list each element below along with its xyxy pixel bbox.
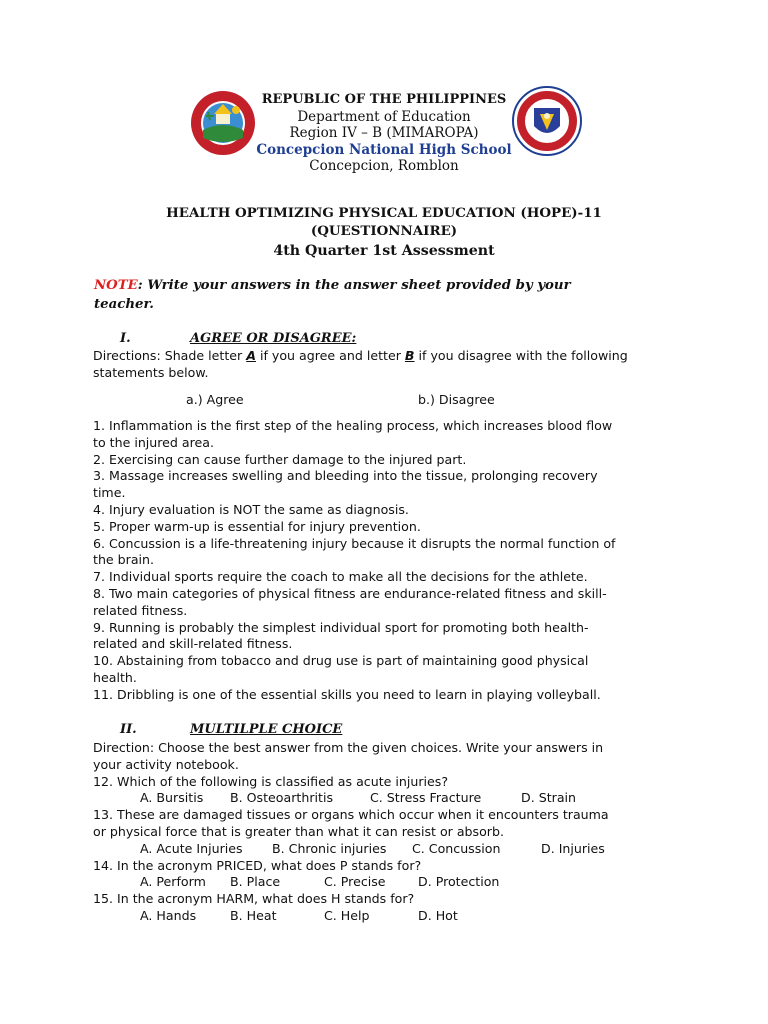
directions-text: Directions: Shade letter (93, 348, 247, 363)
section-2-number: II. (120, 722, 137, 737)
option-disagree: b.) Disagree (418, 392, 495, 407)
choice: B. Chronic injuries (272, 840, 387, 856)
question-15-choices (93, 908, 683, 925)
letter-a: A (246, 348, 256, 363)
note-text-continued: teacher. (94, 297, 154, 312)
question-12: 12. Which of the following is classified as acute injuries? (93, 773, 449, 789)
list-item: to the injured area. (93, 434, 215, 450)
list-item: 5. Proper warm-up is essential for injury prevention. (93, 518, 421, 534)
list-item: 7. Individual sports require the coach to make all the decisions for the athlete. (93, 569, 588, 585)
directions-text: if you disagree with the following (414, 348, 628, 363)
choice: C. Help (324, 907, 370, 923)
subject-title: HEALTH OPTIMIZING PHYSICAL EDUCATION (HOPE)-11 (166, 205, 602, 221)
choice: D. Protection (418, 874, 500, 890)
section-2-title: MULTILPLE CHOICE (190, 722, 343, 737)
directions-text: if you agree and letter (255, 348, 405, 363)
section-1-title: AGREE OR DISAGREE: (190, 331, 357, 346)
choice: B. Heat (230, 907, 277, 923)
choice: A. Perform (140, 874, 206, 890)
directions-text: your activity notebook. (93, 756, 239, 772)
list-item: 11. Dribbling is one of the essential skills you need to learn in playing volleyball. (93, 686, 601, 702)
directions-text: statements below. (93, 364, 209, 380)
list-item: 8. Two main categories of physical fitness are endurance-related fitness and skill- (93, 585, 607, 601)
question-14-choices (93, 874, 683, 891)
school-location: Concepcion, Romblon (309, 158, 459, 174)
list-item: related fitness. (93, 602, 188, 618)
directions-text: Direction: Choose the best answer from the given choices. Write your answers in (93, 740, 604, 755)
choice: C. Precise (324, 874, 386, 890)
choice: A. Bursitis (140, 790, 204, 806)
section-1-directions (93, 348, 683, 382)
school-seal-logo (190, 90, 256, 156)
question-13-choices (93, 841, 683, 858)
choice: D. Strain (521, 790, 577, 806)
choice: D. Hot (418, 907, 458, 923)
question-15: 15. In the acronym HARM, what does H stands for? (93, 891, 415, 907)
list-item: related and skill-related fitness. (93, 636, 293, 652)
question-14: 14. In the acronym PRICED, what does P stands for? (93, 857, 422, 873)
school-name: Concepcion National High School (256, 141, 512, 158)
question-12-choices (93, 790, 683, 807)
choice: C. Concussion (412, 840, 501, 856)
choice: B. Place (230, 874, 281, 890)
question-13-continued: or physical force that is greater than what it can resist or absorb. (93, 823, 504, 839)
assessment-label: 4th Quarter 1st Assessment (273, 243, 495, 259)
instruction-note (94, 276, 654, 314)
questionnaire-label: (QUESTIONNAIRE) (310, 222, 458, 239)
section-1-number: I. (120, 331, 131, 346)
deped-seal-logo (512, 86, 582, 156)
school-header (248, 92, 520, 175)
note-label: NOTE (94, 278, 138, 293)
list-item: 3. Massage increases swelling and bleeding into the tissue, prolonging recovery (93, 468, 598, 484)
choice: A. Acute Injuries (140, 840, 243, 856)
list-item: 2. Exercising can cause further damage to the injured part. (93, 451, 467, 467)
exam-title (100, 205, 668, 261)
department-name: Department of Education (297, 108, 471, 125)
republic-heading: REPUBLIC OF THE PHILIPPINES (261, 92, 507, 107)
list-item: 6. Concussion is a life-threatening injury because it disrupts the normal function of (93, 535, 616, 551)
multiple-choice-items (93, 740, 683, 925)
list-item: 10. Abstaining from tobacco and drug use is part of maintaining good physical (93, 653, 589, 669)
note-text: : Write your answers in the answer sheet provided by your (137, 278, 571, 293)
list-item: health. (93, 669, 137, 685)
section-1-heading (120, 331, 356, 346)
choice: B. Osteoarthritis (230, 790, 334, 806)
agree-disagree-items (93, 418, 683, 704)
list-item: the brain. (93, 552, 155, 568)
choice: C. Stress Fracture (370, 790, 482, 806)
region-name: Region IV – B (MIMAROPA) (289, 125, 479, 141)
choice: D. Injuries (541, 840, 605, 856)
choice: A. Hands (140, 907, 197, 923)
option-agree: a.) Agree (186, 392, 244, 407)
list-item: 1. Inflammation is the first step of the healing process, which increases blood flow (93, 418, 613, 433)
list-item: 4. Injury evaluation is NOT the same as diagnosis. (93, 501, 409, 517)
list-item: time. (93, 485, 126, 501)
section-2-heading (120, 722, 342, 737)
question-13: 13. These are damaged tissues or organs which occur when it encounters trauma (93, 807, 609, 823)
list-item: 9. Running is probably the simplest individual sport for promoting both health- (93, 619, 589, 635)
letter-b: B (404, 348, 415, 363)
